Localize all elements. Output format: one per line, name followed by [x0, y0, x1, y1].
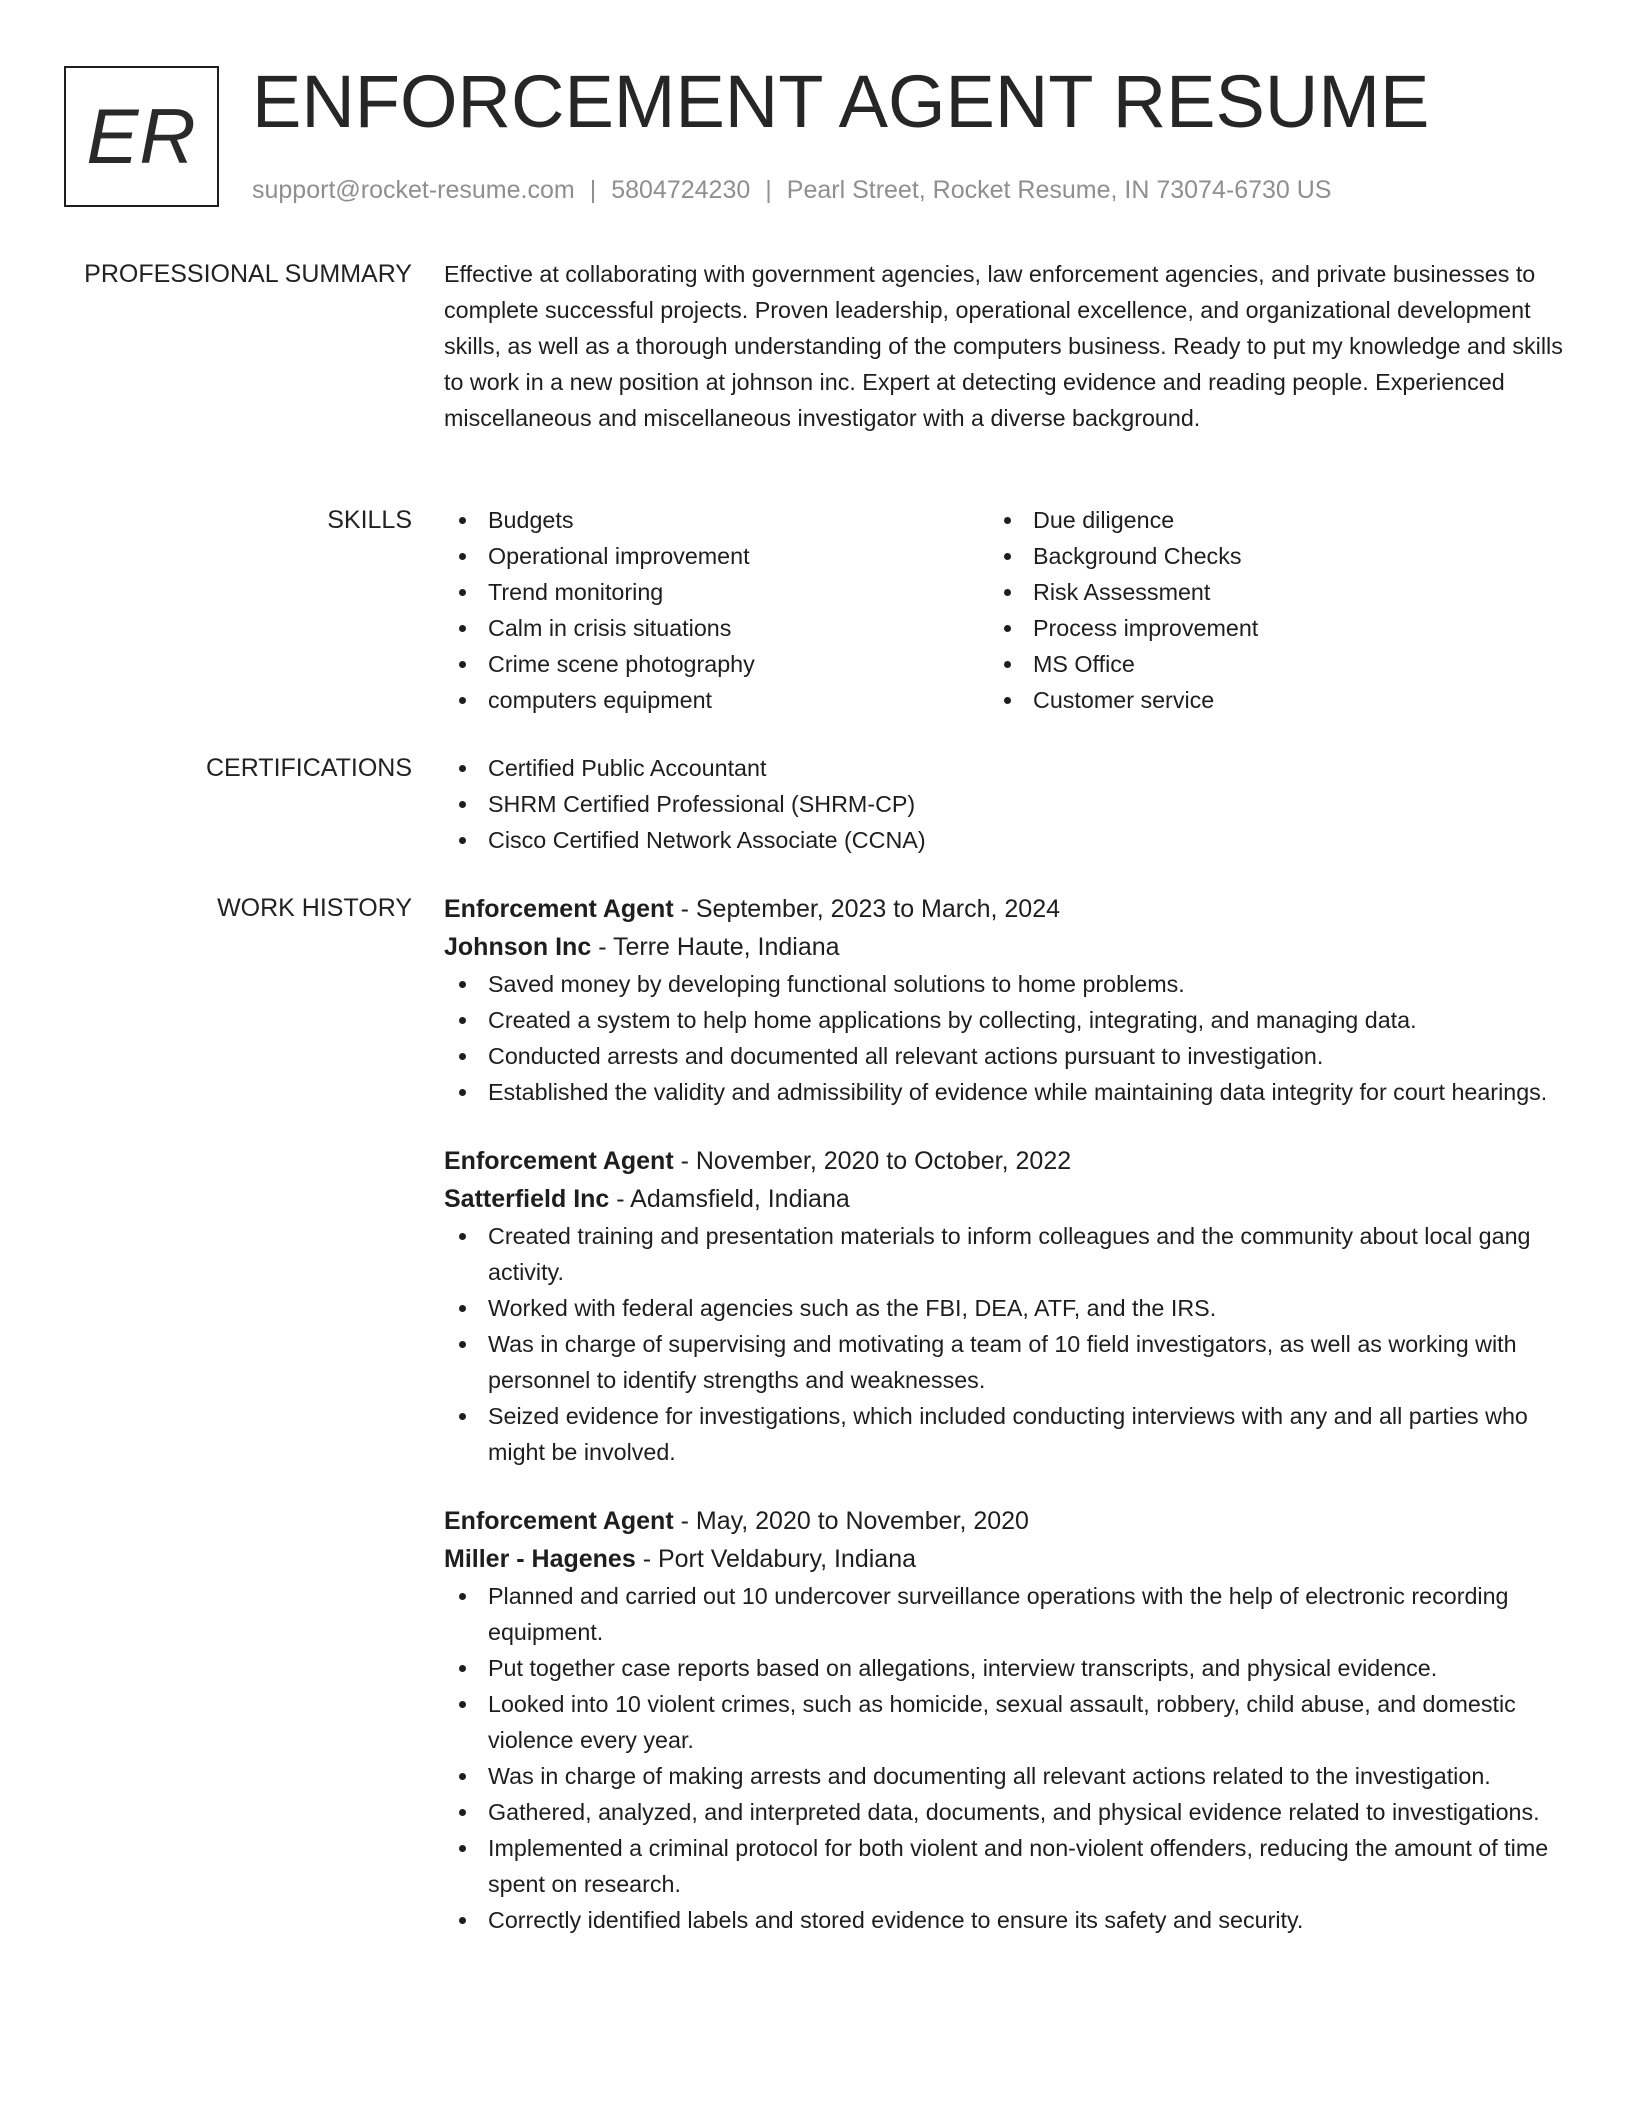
- job-dates: - September, 2023 to March, 2024: [680, 895, 1061, 923]
- skill-item: Calm in crisis situations: [444, 610, 989, 646]
- skill-item: Risk Assessment: [989, 574, 1534, 610]
- job-title-line: [444, 890, 1564, 928]
- skill-item: Trend monitoring: [444, 574, 989, 610]
- contact-separator: |: [765, 176, 772, 204]
- summary-body: [444, 256, 1564, 436]
- job-bullet: Correctly identified labels and stored evidence to ensure its safety and security.: [444, 1902, 1564, 1938]
- job-bullet: Created training and presentation materials to inform colleagues and the community about local gang activity.: [444, 1218, 1564, 1290]
- job-bullet: Was in charge of supervising and motivating a team of 10 field investigators, as well as working with personnel to identify strengths and weaknesses.: [444, 1326, 1564, 1398]
- job-dates: - May, 2020 to November, 2020: [680, 1507, 1029, 1535]
- certifications-heading: CERTIFICATIONS: [205, 754, 412, 782]
- job-location: - Port Veldabury, Indiana: [642, 1545, 917, 1573]
- job-bullet: Seized evidence for investigations, which included conducting interviews with any and all parties who might be involved.: [444, 1398, 1564, 1470]
- job-bullet: Put together case reports based on allegations, interview transcripts, and physical evidence.: [444, 1650, 1564, 1686]
- skill-item: MS Office: [989, 646, 1534, 682]
- contact-address: Pearl Street, Rocket Resume, IN 73074-6730 US: [786, 176, 1332, 204]
- certifications-list: [444, 750, 1564, 858]
- monogram-initials: ER: [86, 92, 197, 180]
- job-company-line: [444, 1540, 1564, 1578]
- job-bullet-list: [444, 966, 1564, 1110]
- resume-title: ENFORCEMENT AGENT RESUME: [252, 60, 1430, 143]
- job-title: Enforcement Agent: [444, 1507, 674, 1535]
- job-location: - Terre Haute, Indiana: [598, 933, 840, 961]
- contact-phone[interactable]: 5804724230: [611, 176, 751, 204]
- summary-text: Effective at collaborating with government agencies, law enforcement agencies, and private businesses to complete successful projects. Proven leadership, operational excellence, and organizational development skills, as well as a thorough understanding of the computers business. Ready to put my knowledge and skills to work in a new position at johnson inc. Expert at detecting evidence and reading people. Experienced miscellaneous and miscellaneous investigator with a diverse background.: [444, 261, 1563, 431]
- job-title: Enforcement Agent: [444, 895, 674, 923]
- job-bullet: Planned and carried out 10 undercover surveillance operations with the help of electronic recording equipment.: [444, 1578, 1564, 1650]
- contact-separator: |: [589, 176, 597, 204]
- skill-item: Background Checks: [989, 538, 1534, 574]
- skills-body: [444, 502, 1564, 718]
- job-company-line: [444, 928, 1564, 966]
- job-bullet: Gathered, analyzed, and interpreted data, documents, and physical evidence related to investigations.: [444, 1794, 1564, 1830]
- job-bullet: Worked with federal agencies such as the FBI, DEA, ATF, and the IRS.: [444, 1290, 1564, 1326]
- job-bullet-list: [444, 1218, 1564, 1470]
- job-bullet: Was in charge of making arrests and documenting all relevant actions related to the investigation.: [444, 1758, 1564, 1794]
- skills-heading: SKILLS: [327, 506, 412, 534]
- skill-item: Customer service: [989, 682, 1534, 718]
- job-company: Johnson Inc: [444, 933, 592, 961]
- certification-item: Cisco Certified Network Associate (CCNA): [444, 822, 1564, 858]
- skills-list-left: [444, 502, 989, 718]
- job-bullet: Established the validity and admissibility of evidence while maintaining data integrity for court hearings.: [444, 1074, 1564, 1110]
- skill-item: Budgets: [444, 502, 989, 538]
- monogram-box: [64, 66, 219, 207]
- job-bullet-list: [444, 1578, 1564, 1938]
- job-title: Enforcement Agent: [444, 1147, 674, 1175]
- job-dates: - November, 2020 to October, 2022: [680, 1147, 1072, 1175]
- job-company: Miller - Hagenes: [444, 1545, 636, 1573]
- work-history-body: [444, 890, 1564, 1970]
- job-bullet: Conducted arrests and documented all relevant actions pursuant to investigation.: [444, 1038, 1564, 1074]
- skills-list-right: [989, 502, 1534, 718]
- certification-item: SHRM Certified Professional (SHRM-CP): [444, 786, 1564, 822]
- job-bullet: Created a system to help home applications by collecting, integrating, and managing data.: [444, 1002, 1564, 1038]
- job-bullet: Saved money by developing functional solutions to home problems.: [444, 966, 1564, 1002]
- work-history-heading: WORK HISTORY: [217, 894, 412, 922]
- job-location: - Adamsfield, Indiana: [616, 1185, 850, 1213]
- skill-item: computers equipment: [444, 682, 989, 718]
- contact-email[interactable]: support@rocket-resume.com: [252, 176, 575, 204]
- skill-item: Process improvement: [989, 610, 1534, 646]
- skill-item: Crime scene photography: [444, 646, 989, 682]
- certification-item: Certified Public Accountant: [444, 750, 1564, 786]
- job-entry: [444, 1502, 1564, 1938]
- job-bullet: Implemented a criminal protocol for both violent and non-violent offenders, reducing the amount of time spent on research.: [444, 1830, 1564, 1902]
- job-title-line: [444, 1502, 1564, 1540]
- job-entry: [444, 1142, 1564, 1470]
- contact-line: [252, 172, 1331, 208]
- job-entry: [444, 890, 1564, 1110]
- summary-heading: PROFESSIONAL SUMMARY: [84, 260, 412, 288]
- certifications-body: [444, 750, 1564, 858]
- skill-item: Operational improvement: [444, 538, 989, 574]
- skill-item: Due diligence: [989, 502, 1534, 538]
- job-company: Satterfield Inc: [444, 1185, 610, 1213]
- job-title-line: [444, 1142, 1564, 1180]
- job-bullet: Looked into 10 violent crimes, such as homicide, sexual assault, robbery, child abuse, and domestic violence every year.: [444, 1686, 1564, 1758]
- job-company-line: [444, 1180, 1564, 1218]
